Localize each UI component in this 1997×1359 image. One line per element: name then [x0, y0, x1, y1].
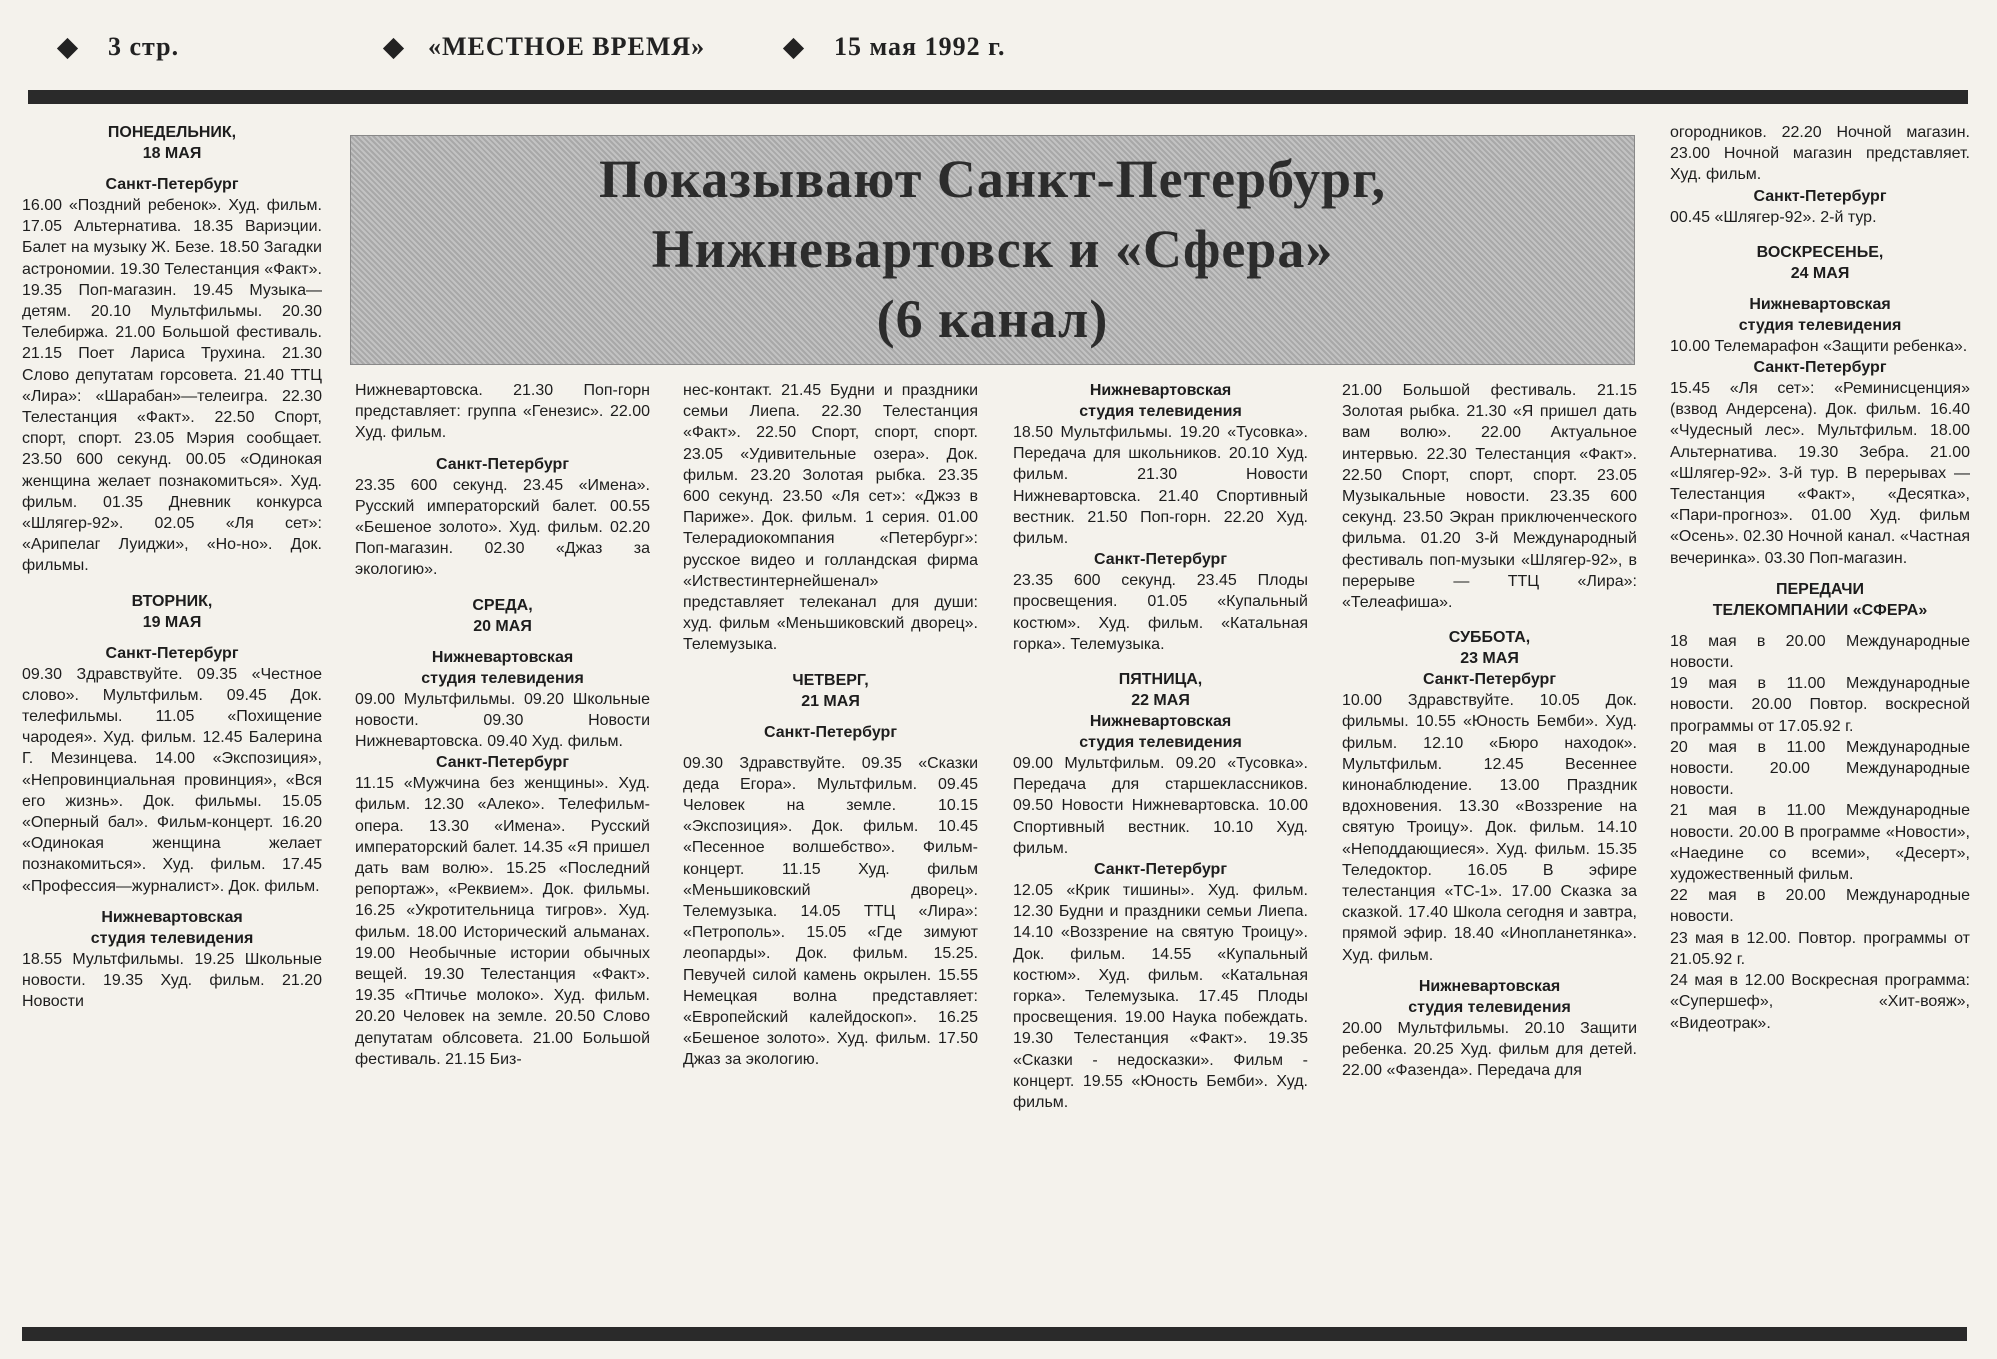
channel-heading: студия телевидения	[90, 929, 254, 947]
schedule-text: 12.05 «Крик тишины». Худ. фильм. 12.30 Будни и праздники семьи Лиепа. 14.10 «Воззрение на святую Троицу». Док. фильм. 14.55 «Купальный костюм». Худ. фильм. «Катальная горка». Телемузыка. 17.45 Плоды просвещения. 19.00 Наука побеждать. 19.30 Телестанция «Факт». 19.35 «Сказки - недосказки». Фильм - концерт. 19.55 «Юность Бемби». Худ. фильм.	[1013, 882, 1308, 1112]
channel-heading: Санкт-Петербург	[436, 455, 569, 473]
schedule-text: 09.00 Мультфильмы. 09.20 Школьные новости. 09.30 Новости Нижневартовска. 09.40 Худ. фильм.	[355, 690, 650, 751]
day-date: 21 МАЯ	[801, 692, 860, 710]
newspaper-title: «МЕСТНОЕ ВРЕМЯ»	[428, 32, 706, 61]
channel-heading: Нижневартовская	[431, 648, 574, 666]
schedule-text: нес-контакт. 21.45 Будни и праздники семьи Лиепа. 22.30 Телестанция «Факт». 22.50 Спорт, спорт, спорт. 23.05 «Удивительные озера». Док. фильм. 23.20 Золотая рыбка. 23.35 600 секунд. 23.50 «Ля сет»: «Джэз в Париже». Док. фильм. 1 серия. 01.00 Телерадиокомпания «Петербург»: русское видео и голландская фирма «Иствестинтернейшенал» представляет телеканал для души: худ. фильм «Меньшиковский дворец». Телемузыка.	[683, 382, 978, 654]
schedule-text: 10.00 Здравствуйте. 10.05 Док. фильмы. 10.55 «Юность Бемби». Худ. фильм. 12.10 «Бюро находок». Мультфильм. 12.45 Весеннее кинонаблюдение. 13.00 Праздник вдохновения. 13.30 «Воззрение на святую Троицу». Док. фильм. 14.10 «Неподдающиеся». Худ. фильм. 15.35 Теледоктор. 16.05 В эфире телестанция «ТС-1». 17.00 Сказка за сказкой. 17.40 Школа сегодня и завтра, прямой эфир. 18.40 «Инопланетянка». Худ. фильм.	[1342, 692, 1637, 964]
channel-heading: Санкт-Петербург	[105, 176, 239, 193]
schedule-text: 18.50 Мультфильмы. 19.20 «Тусовка». Передача для школьников. 20.10 Худ. фильм. 21.30 Новости Нижневартовска. 21.40 Спортивный вестник. 21.50 Поп-горн. 22.20 Худ. фильм.	[1013, 424, 1308, 548]
schedule-text: 20 мая в 11.00 Международные новости. 20.00 Международные новости.	[1670, 738, 1970, 799]
schedule-text: 18.55 Мультфильмы. 19.25 Школьные новости. 19.35 Худ. фильм. 21.20 Новости	[22, 950, 322, 1011]
schedule-text: 15.45 «Ля сет»: «Реминисценция» (взвод Андерсена). Док. фильм. 16.40 «Чудесный лес». Мультфильм. 18.00 Альтернатива. 19.30 Зебра. 21.00 «Шлягер-92». 3-й тур. В перерывах — Телестанция «Факт», «Десятка», «Пари-прогноз». 01.00 Худ. фильм «Осень». 02.30 Ночной канал. «Частная вечеринка». 03.30 Поп-магазин.	[1670, 380, 1970, 567]
schedule-text: Нижневартовска. 21.30 Поп-горн представляет: группа «Генезис». 22.00 Худ. фильм.	[355, 382, 650, 442]
column-4	[1013, 380, 1308, 1322]
headline-line-1: Показывают Санкт-Петербург,	[598, 149, 1387, 209]
schedule-text: 18 мая в 20.00 Международные новости.	[1670, 632, 1970, 672]
channel-heading: студия телевидения	[1079, 403, 1242, 420]
schedule-text: 09.30 Здравствуйте. 09.35 «Сказки деда Егора». Мультфильм. 09.45 Человек на земле. 10.15 «Экспозиция». Док. фильм. 10.45 «Песенное волшебство». Фильм-концерт. 11.15 Худ. фильм «Меньшиковский дворец». Телемузыка. 14.05 ТТЦ «Лира»: «Петрополь». 15.05 «Где зимуют леопарды». Док. фильм. 15.25. Певучей силой камень окрылен. 15.55 Немецкая волна представляет: «Европейский калейдоскоп». 16.25 «Бешеное золото». Худ. фильм. 17.50 Джаз за экологию.	[683, 754, 978, 1069]
day-heading: ПОНЕДЕЛЬНИК,	[107, 124, 237, 141]
column-6	[1670, 122, 1970, 1322]
section-heading: ТЕЛЕКОМПАНИИ «СФЕРА»	[1712, 601, 1928, 619]
bottom-rule	[22, 1327, 1967, 1341]
schedule-text: 11.15 «Мужчина без женщины». Худ. фильм. 12.30 «Алеко». Телефильм-опера. 13.30 «Имена». Русский императорский балет. 14.35 «Я пришел дать вам волю». 15.25 «Последний репортаж», «Реквием». Док. фильмы. 16.25 «Укротительница тигров». Худ. фильм. 18.00 Исторический альманах. 19.00 Необычные истории обычных вещей. 19.30 Телестанция «Факт». 19.35 «Птичье молоко». Худ. фильм. 20.20 Человек на земле. 20.50 Слово депутатам облсовета. 21.00 Большой фестиваль. 21.15 Биз-	[355, 775, 650, 1068]
channel-heading: Нижневартовская	[1089, 382, 1232, 399]
column-1	[22, 122, 322, 1322]
schedule-text: 23.35 600 секунд. 23.45 «Имена». Русский императорский балет. 00.55 «Бешеное золото». Худ. фильм. 02.20 Поп-магазин. 02.30 «Джаз за экологию».	[355, 476, 650, 579]
page-number: 3 стр.	[108, 32, 180, 61]
day-heading: ЧЕТВЕРГ,	[792, 671, 869, 689]
schedule-text: 16.00 «Поздний ребенок». Худ. фильм. 17.05 Альтернатива. 18.35 Вариэции. Балет на музыку Ж. Безе. 18.50 Загадки астрономии. 19.30 Телестанция «Факт». 19.35 Поп-магазин. 19.45 Музыка—детям. 20.10 Мультфильмы. 20.30 Телебиржа. 21.00 Большой фестиваль. 21.15 Поет Лариса Трухина. 21.30 Слово депутатам горсовета. 21.40 ТТЦ «Лира»: «Шарабан»—телеигра. 22.30 Телестанция «Факт». 22.50 Спорт, спорт, спорт. 23.05 Мэрия сообщает. 23.50 600 секунд. 00.05 «Одинокая женщина желает познакомиться». Худ. фильм. 01.35 Дневник конкурса «Шлягер-92». 02.05 «Ля сет»: «Арипелаг Луиджи», «Но-но». Док. фильмы.	[22, 197, 322, 575]
day-heading: СУББОТА,	[1448, 629, 1531, 647]
schedule-text: 10.00 Телемарафон «Защити ребенка».	[1670, 337, 1968, 355]
channel-heading: Санкт-Петербург	[1094, 861, 1227, 879]
headline-line-3: (6 канал)	[876, 289, 1109, 349]
schedule-text: 09.30 Здравствуйте. 09.35 «Честное слово». Мультфильм. 09.45 Док. телефильмы. 11.05 «Похищение чародея». Худ. фильм. 12.45 Балерина Г. Мезинцева. 14.00 «Экспозиция», «Непровинциальная провинция», «Вся его жизнь». Док. фильмы. 15.05 «Оперный бал». Фильм-концерт. 16.20 «Одинокая женщина желает познакомиться». Худ. фильм. 17.45 «Профессия—журналист». Док. фильм.	[22, 665, 322, 895]
day-date: 18 МАЯ	[142, 145, 202, 162]
channel-heading: студия телевидения	[1079, 734, 1242, 752]
channel-heading: студия телевидения	[1738, 316, 1902, 334]
channel-heading: Нижневартовская	[1749, 295, 1891, 313]
channel-heading: Санкт-Петербург	[105, 644, 239, 662]
schedule-text: 24 мая в 12.00 Воскресная программа: «Супершеф», «Хит-вояж», «Видеотрак».	[1670, 972, 1970, 1032]
schedule-text: 00.45 «Шлягер-92». 2-й тур.	[1670, 208, 1877, 226]
schedule-text: 20.00 Мультфильмы. 20.10 Защити ребенка. 20.25 Худ. фильм для детей. 22.00 «Фазенда». Передача для	[1342, 1019, 1637, 1080]
issue-date: 15 мая 1992 г.	[834, 32, 1006, 61]
channel-heading: Нижневартовская	[1089, 713, 1232, 731]
column-3	[683, 380, 978, 1322]
section-heading: ПЕРЕДАЧИ	[1776, 580, 1864, 598]
schedule-text: огородников. 22.20 Ночной магазин. 23.00 Ночной магазин представляет. Худ. фильм.	[1670, 124, 1970, 184]
day-date: 23 МАЯ	[1460, 650, 1519, 668]
channel-heading: студия телевидения	[1408, 998, 1571, 1016]
schedule-text: 21.00 Большой фестиваль. 21.15 Золотая рыбка. 21.30 «Я пришел дать вам волю». 22.00 Актуальное интервью. 22.30 Телестанция «Факт». 22.50 Спорт, спорт, спорт. 23.05 Музыкальные новости. 23.35 600 секунд. 23.50 Экран приключенческого фильма. 01.20 3-й Международный фестиваль поп-музыки «Шлягер-92», в перерыве — ТТЦ «Лира»: «Телеафиша».	[1342, 382, 1637, 612]
channel-heading: студия телевидения	[421, 669, 584, 687]
schedule-text: 23.35 600 секунд. 23.45 Плоды просвещения. 01.05 «Купальный костюм». Худ. фильм. «Катальная горка». Телемузыка.	[1013, 572, 1308, 653]
schedule-text: 19 мая в 11.00 Международные новости. 20.00 Повтор. воскресной программы от 17.05.92 г.	[1670, 675, 1970, 735]
channel-heading: Санкт-Петербург	[1753, 187, 1887, 205]
day-heading: СРЕДА,	[472, 596, 533, 614]
column-5	[1342, 380, 1637, 1322]
top-rule	[28, 90, 1968, 104]
schedule-text: 09.00 Мультфильм. 09.20 «Тусовка». Передача для старшеклассников. 09.50 Новости Нижневартовска. 10.00 Спортивный вестник. 10.10 Худ. фильм.	[1013, 755, 1308, 857]
headline-line-2: Нижневартовск и «Сфера»	[651, 219, 1334, 279]
day-heading: ПЯТНИЦА,	[1118, 671, 1203, 689]
channel-heading: Санкт-Петербург	[436, 754, 569, 772]
channel-heading: Санкт-Петербург	[1753, 359, 1887, 377]
page-header	[0, 0, 1997, 95]
day-date: 20 МАЯ	[473, 617, 532, 635]
diamond-icon	[783, 38, 804, 59]
day-date: 24 МАЯ	[1790, 264, 1850, 282]
day-date: 22 МАЯ	[1131, 692, 1190, 710]
schedule-text: 23 мая в 12.00. Повтор. программы от 21.05.92 г.	[1670, 929, 1970, 968]
column-2	[355, 380, 650, 1322]
channel-heading: Нижневартовская	[1418, 977, 1561, 995]
day-heading: ВТОРНИК,	[131, 592, 213, 610]
diamond-icon	[383, 38, 404, 59]
headline-banner	[350, 135, 1635, 365]
schedule-text: 21 мая в 11.00 Международные новости. 20.00 В программе «Новости», «Наедине со всеми», «Десерт», художественный фильм.	[1670, 802, 1970, 884]
diamond-icon	[57, 38, 78, 59]
channel-heading: Санкт-Петербург	[764, 723, 897, 741]
channel-heading: Санкт-Петербург	[1423, 671, 1556, 689]
day-date: 19 МАЯ	[142, 613, 202, 631]
channel-heading: Санкт-Петербург	[1094, 551, 1227, 569]
channel-heading: Нижневартовская	[101, 908, 243, 926]
day-heading: ВОСКРЕСЕНЬЕ,	[1756, 243, 1884, 261]
schedule-text: 22 мая в 20.00 Международные новости.	[1670, 887, 1970, 926]
